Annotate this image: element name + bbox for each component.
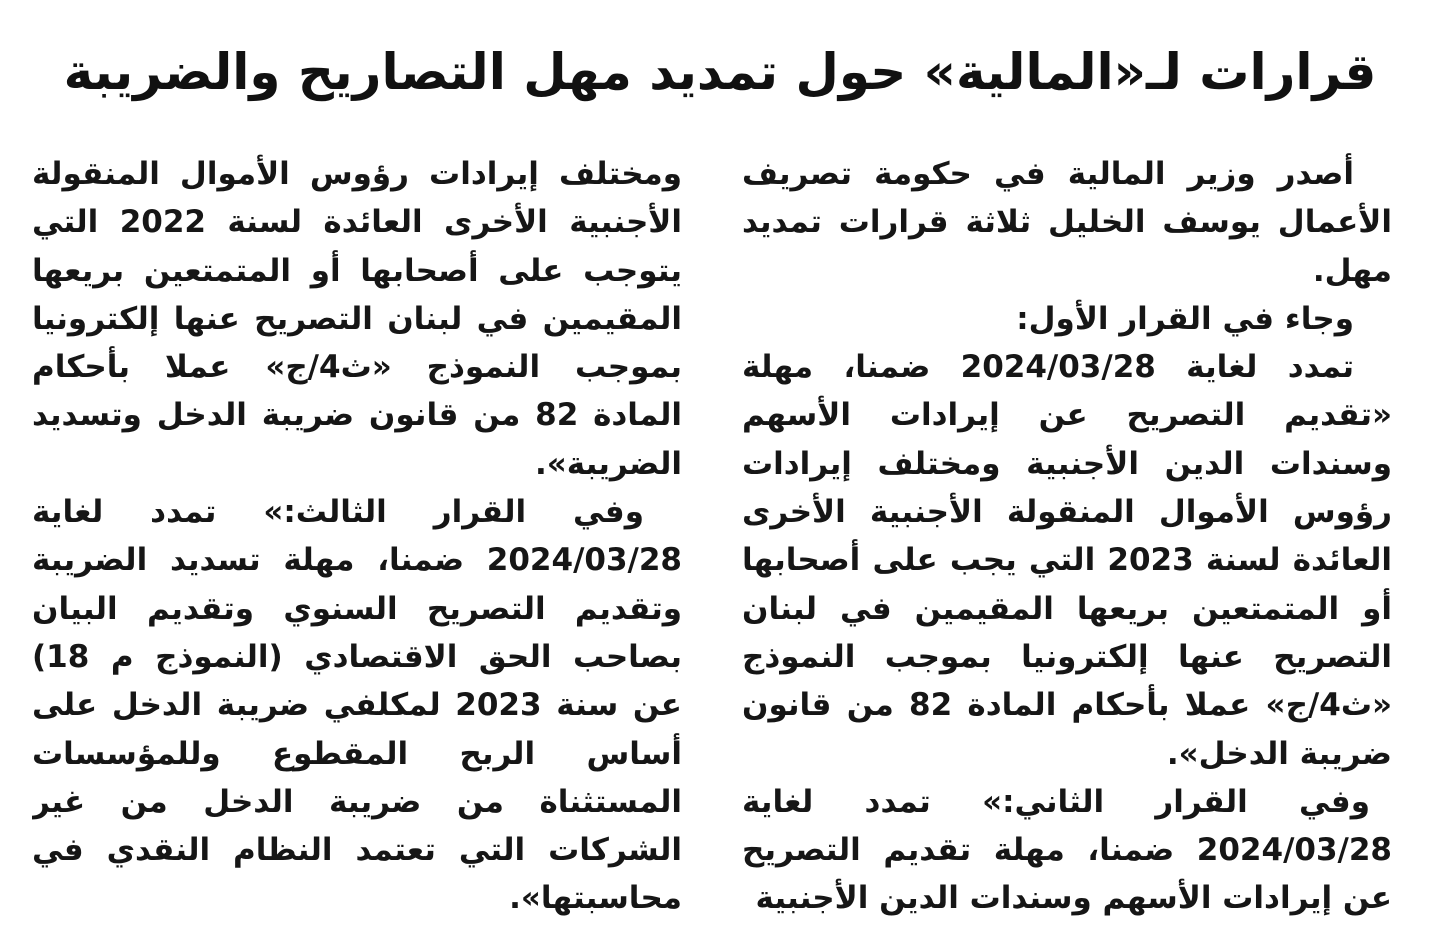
article-paragraph: أصدر وزير المالية في حكومة تصريف الأعمال يوسف الخليل ثلاثة قرارات تمديد مهل. bbox=[742, 156, 1392, 289]
article-headline: قرارات لـ«المالية» حول تمديد مهل التصاريح والضريبة bbox=[63, 43, 1377, 101]
article-paragraph: تمدد لغاية 2024/03/28 ضمنا، مهلة «تقديم التصريح عن إيرادات الأسهم وسندات الدين الأجنبية ومختلف إيرادات رؤوس الأموال المنقولة الأجنبية الأخرى العائدة لسنة 2023 التي يجب على أصحابها أو المتمتعين بريعها المقيمين في لبنان التصريح عنها إلكترونيا بموجب النموذج «ث4/ج» عملا بأحكام المادة 82 من قانون ضريبة الدخل». bbox=[742, 349, 1392, 772]
article-column-right bbox=[742, 150, 1392, 920]
article-column-left bbox=[32, 150, 682, 920]
article-paragraph: ومختلف إيرادات رؤوس الأموال المنقولة الأجنبية الأخرى العائدة لسنة 2022 التي يتوجب على أصحابها أو المتمتعين بريعها المقيمين في لبنان التصريح عنها إلكترونيا بموجب النموذج «ث4/ج» عملا بأحكام المادة 82 من قانون ضريبة الدخل وتسديد الضريبة». bbox=[32, 156, 682, 482]
article-paragraph: وفي القرار الثاني:» تمدد لغاية 2024/03/28 ضمنا، مهلة تقديم التصريح عن إيرادات الأسهم وسندات الدين الأجنبية bbox=[742, 783, 1392, 917]
article-paragraph: وجاء في القرار الأول: bbox=[1016, 300, 1354, 337]
article-paragraph: وفي القرار الثالث:» تمدد لغاية 2024/03/28 ضمنا، مهلة تسديد الضريبة وتقديم التصريح السنوي وتقديم البيان بصاحب الحق الاقتصادي (النموذج م 18) عن سنة 2023 لمكلفي ضريبة الدخل على أساس الربح المقطوع وللمؤسسات المستثناة من ضريبة الدخل من غير الشركات التي تعتمد النظام النقدي في محاسبتها». bbox=[32, 494, 682, 917]
